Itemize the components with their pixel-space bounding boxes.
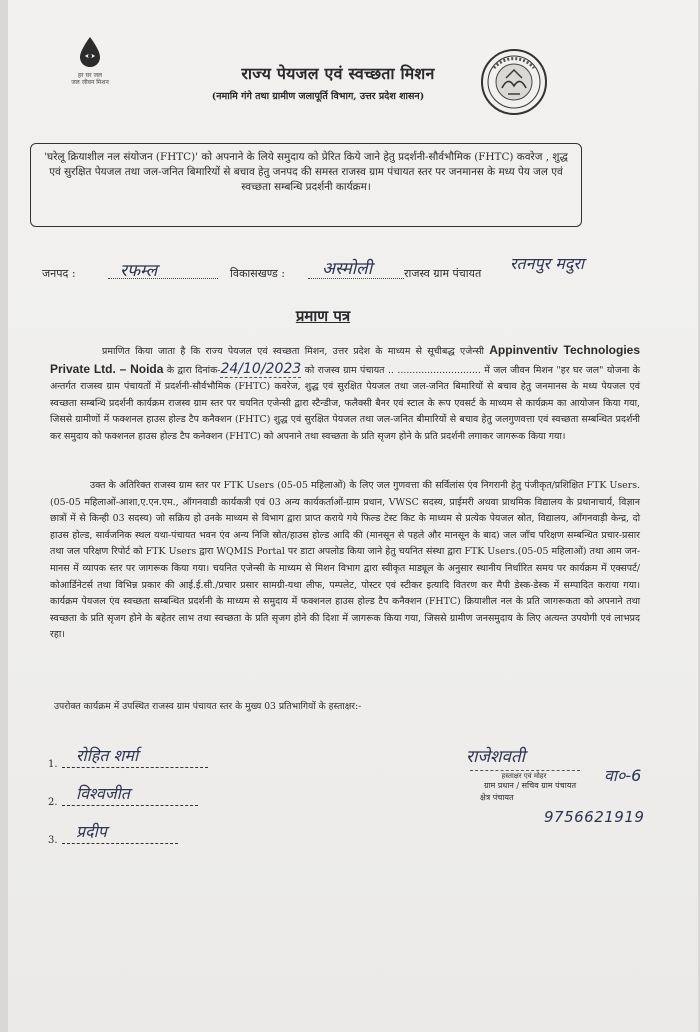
signatory-2-line — [62, 805, 198, 806]
gram-panchayat-label: राजस्व ग्राम पंचायत — [404, 267, 482, 280]
certificate-paragraph-2 — [50, 478, 640, 644]
signatory-3-signature: प्रदीप — [76, 822, 107, 841]
pradhan-title-block — [440, 780, 620, 804]
mission-subtitle: (नमामि गंगे तथा ग्रामीण जलापूर्ति विभाग, उत्तर प्रदेश शासन) — [211, 91, 425, 102]
signatory-3-line — [62, 843, 178, 844]
signatory-1 — [48, 746, 208, 772]
certificate-heading: प्रमाण पत्र — [295, 307, 351, 325]
block-value: अस्मोली — [322, 259, 373, 279]
para2-text: उक्त के अतिरिक्त राजस्व ग्राम स्तर पर FTK Users (05-05 महिलाओं) के लिए जल गुणवत्ता की सर्विलांस एंव निगरानी हेतु पंजीकृत/प्रशिक्षित FTK Users.(05-05 महिलाओं-आशा,ए.एन.एम., ऑगनवाडी कार्यकत्री एवं 03 अन्य कार्यकर्ताओं-ग्राम प्रधान, VWSC सदस्य, प्राईमरी अथवा प्राथमिक विद्यालय के प्रधानाचार्य, विज्ञान छात्रों में से किन्ही 03 सदस्य) जो सक्रिय हो उनके माध्यम से विभाग द्वारा प्राप्त कराये गये फिल्ड टेस्ट किट के माध्यम से प्रत्येक पेयजल स्रोत, विद्यालय, आँगनवाड़ी केन्द्र, दो हाउस होल्ड, सार्वजनिक स्थल यथा-पंचायत भवन एंव अन्य निजि स्रोत/हाउस होल्ड आदि की (मानसून से पहले और मानसून के बाद) जल जाँच परिक्षण सम्बन्धित प्रचार-प्रसार तथा जल परिक्षण रिपोर्ट को FTK Users द्वारा WQMIS Portal पर डाटा अपलोड किया जाने हेतु चयनित संस्था द्वारा FTK Users.(05-05 महिलाओं) तथा आम जन-मानस में व्यापक स्तर पर जागरूक किया गया। चयनित एजेन्सी के माध्यम से मिशन विभाग द्वारा स्वीकृत माड्यूल के अनुसार स्थानीय निर्धारित समय पर कार्यक्रम में एक्सपर्ट/कोआर्डिनेटर्स तथा विभिन्न प्रकार की आई.ई.सी./प्रचार प्रसार सामग्री-यथा लीफ, पम्पलेट, पोस्टर एवं स्टीकर इत्यादि वितरण कर मैपी डेस्क-डेस्क में सम्पादित कराया गया। कार्यक्रम पेयजल एंव स्वच्छता सम्बन्धित प्रदर्शनी के माध्यम से समुदाय में फक्शनल हाउस होल्ड टैप कनैक्शन (FHTC) क्रियाशील नल के प्रति जागरूकता को अपनाने तथा स्वच्छता के प्रति सृजग होने के बहेतर लाभ तथा स्वच्छता के प्रति सृजग होने की दिशा में जागरूक किया गया, जिससे ग्रामीण जनसमुदाय के लिए अत्यन्त उपयोगी एवं लाभप्रद रहा। — [50, 480, 640, 641]
district-label: जनपद : — [42, 267, 76, 280]
participants-signature-intro: उपरोक्त कार्यक्रम में उपस्थित राजस्व ग्राम पंचायत स्तर के मुख्य 03 प्रतिभागियों के हस्ताक्षर:- — [54, 701, 362, 712]
logo-caption-2: जल जीवन मिशन — [71, 79, 109, 86]
mission-title: राज्य पेयजल एवं स्वच्छता मिशन — [241, 64, 435, 83]
certificate-page — [8, 0, 698, 1032]
water-drop-icon — [77, 36, 103, 68]
para1-by-date: के द्वारा दिनांक- — [163, 364, 221, 376]
location-fields-row — [42, 256, 662, 286]
program-description-box: 'घरेलू क्रियाशील नल संयोजन (FHTC)' को अपनाने के लिये समुदाय को प्रेरित किये जाने हेतु प्रदर्शनी-सौर्वभौमिक (FHTC) कवरेज , शुद्ध एवं सुरक्षित पेयजल तथा जल-जनित बिमारियों से बचाव हेतु जनपद की समस्त राजस्व ग्राम पंचायत स्तर पर जनमानस के मध्य पेय जल एवं स्वच्छता सम्बन्धि प्रदर्शनी कार्यक्रम। — [30, 143, 582, 227]
certificate-paragraph-1 — [50, 342, 640, 446]
signatory-3 — [48, 822, 178, 848]
signatory-1-signature: रोहित शर्मा — [76, 746, 139, 765]
pradhan-ward-note: वा०-6 — [604, 766, 642, 785]
para1-after-date: को राजस्व ग्राम पंचायत .. — [301, 364, 394, 376]
logo-caption-1: हर घर जल — [78, 72, 102, 79]
para1-lead: प्रमाणित किया जाता है कि राज्य पेयजल एवं स्वच्छता मिशन, उत्तर प्रदेश के माध्यम से सूचीबद्ध एजेन्सी — [102, 346, 484, 357]
agency-name: Appinventiv Technologies Private Ltd. – Noida — [50, 343, 640, 376]
pradhan-title: ग्राम प्रधान / सचिव ग्राम पंचायत — [483, 781, 577, 790]
signatory-1-line — [62, 767, 208, 768]
block-label: विकासखण्ड : — [230, 267, 286, 280]
up-government-seal-icon — [480, 48, 548, 116]
pradhan-sign-caption: हस्ताक्षर एवं मोहर — [501, 772, 547, 780]
para1-rest: ............................ में जल जीवन मिशन "हर घर जल" योजना के अन्तर्गत राजस्व ग्राम पंचायतों में प्रदर्शनी-सौर्वभौमिक (FHTC) कवरेज, शुद्ध एवं सुरक्षित पेयजल तथा जल-जनित बिमारियों से बचाव हेतु जनमानस के मध्य पेयजल एवं स्वच्छता सम्बन्धि प्रदर्शनी कार्यक्रम राजस्व ग्राम स्तर पर चयनित एजेन्सी द्वारा स्टैन्डीज, फलैक्सी बैनर एवं स्टाल के रूप एवसर्ट के माध्यम से कार्यक्रम का आयोजन किया गया, जिससे ग्रामीणों में फक्शनल हाउस होल्ड टैप कनैक्शन (FHTC) शुद्ध एवं सुरक्षित पेयजल तथा जल-जनित बीमारियों से बचाव हेतु जलगुणवत्ता एवं स्वच्छता सम्बन्धित प्रदर्शनी कर समुदाय को फक्शनल हाउस होल्ड टैप कनेक्शन (FHTC) को अपनाने तथा स्वच्छता के प्रति सृजग होने के प्रति प्रदर्शनी लगाकर जागरूक किया गया। — [50, 364, 640, 442]
pradhan-signature-line — [470, 770, 580, 771]
block-underline — [308, 278, 404, 279]
district-value: रफम्ल — [120, 261, 158, 281]
signatory-2-signature: विश्वजीत — [76, 784, 130, 803]
signatory-2-number: 2. — [48, 797, 58, 808]
phone-number: 9756621919 — [544, 808, 645, 826]
signatory-3-number: 3. — [48, 835, 58, 846]
signatory-2 — [48, 784, 198, 810]
har-ghar-jal-logo — [60, 36, 120, 86]
program-date: 24/10/2023 — [220, 360, 302, 377]
pradhan-office: क्षेत्र पंचायत — [480, 793, 514, 802]
district-underline — [108, 278, 218, 279]
gram-panchayat-value: रतनपुर मदुरा — [510, 254, 585, 273]
signatory-1-number: 1. — [48, 759, 58, 770]
pradhan-signature: राजेशवती — [466, 747, 526, 767]
